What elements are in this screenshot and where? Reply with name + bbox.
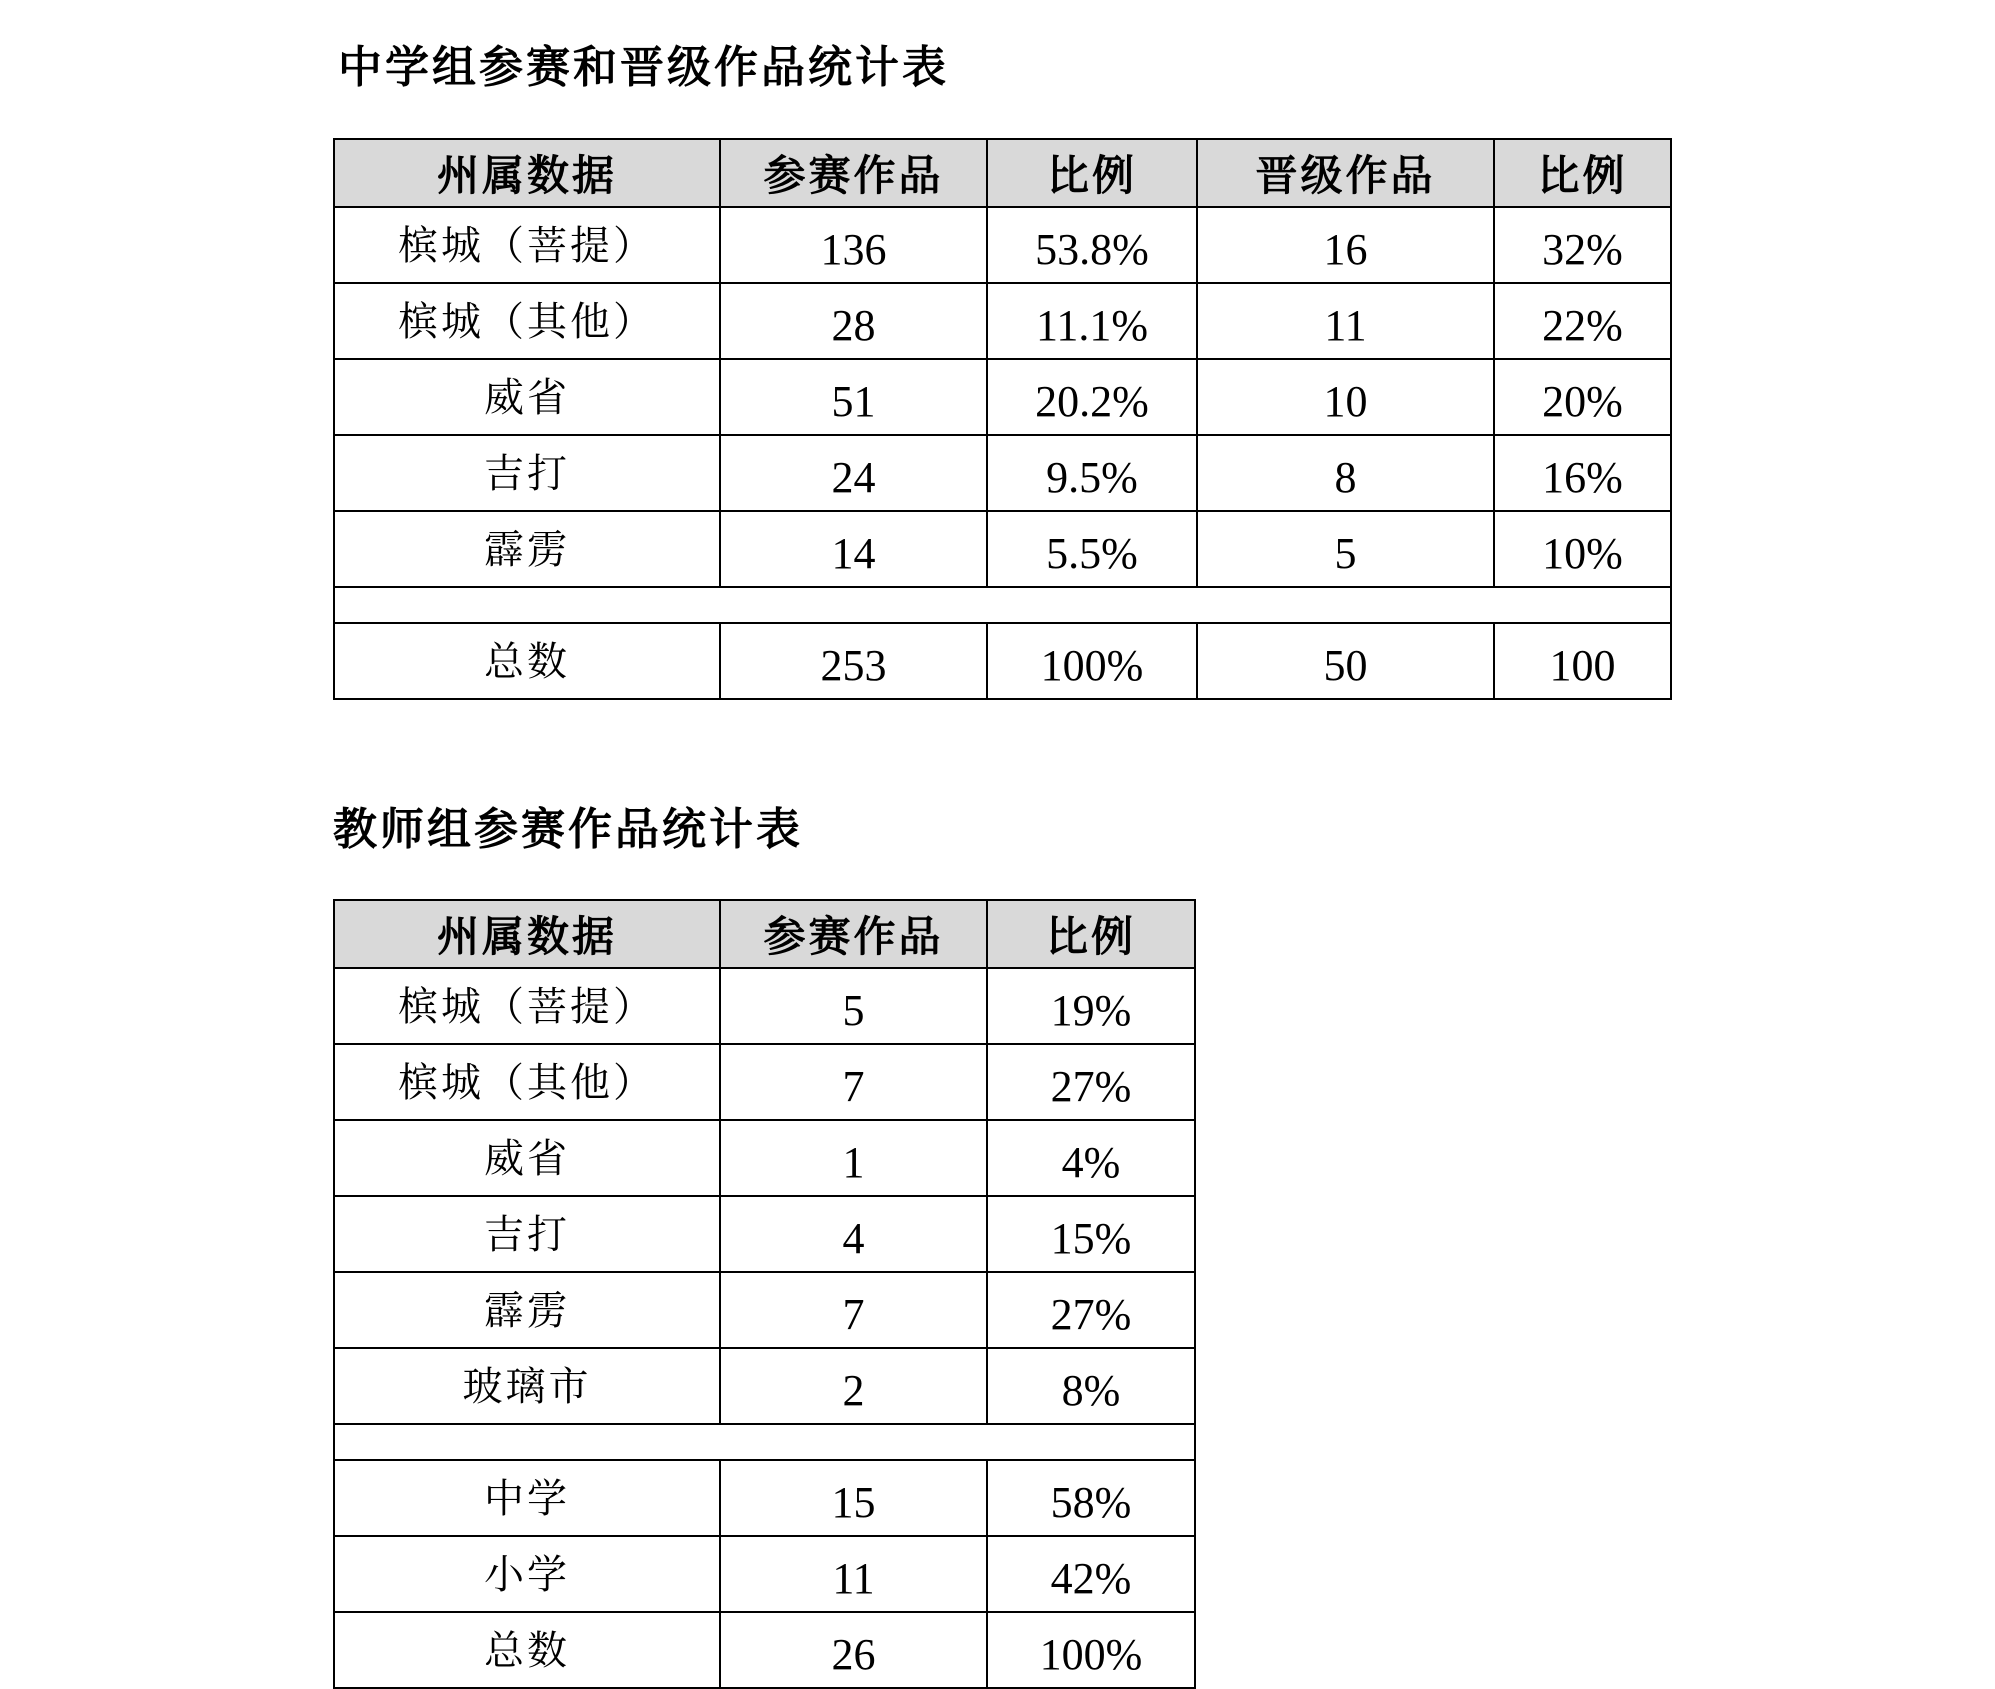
entries-ratio-cell: 11.1% xyxy=(987,283,1197,359)
table-row xyxy=(334,283,1671,359)
state-cell: 槟城（其他） xyxy=(334,1044,720,1120)
advanced-ratio-cell: 16% xyxy=(1494,435,1671,511)
advanced-ratio-cell: 22% xyxy=(1494,283,1671,359)
advanced-cell: 50 xyxy=(1197,623,1494,699)
entries-ratio-cell: 20.2% xyxy=(987,359,1197,435)
entries-cell: 7 xyxy=(720,1272,987,1348)
column-header: 参赛作品 xyxy=(720,900,987,968)
table-header-row xyxy=(334,139,1671,207)
state-cell: 玻璃市 xyxy=(334,1348,720,1424)
table-row xyxy=(334,1120,1195,1196)
spacer-row xyxy=(334,587,1671,623)
entries-cell: 5 xyxy=(720,968,987,1044)
advanced-cell: 5 xyxy=(1197,511,1494,587)
column-header: 州属数据 xyxy=(334,139,720,207)
entries-ratio-cell: 19% xyxy=(987,968,1195,1044)
table-header-row xyxy=(334,900,1195,968)
state-cell: 霹雳 xyxy=(334,511,720,587)
entries-ratio-cell: 9.5% xyxy=(987,435,1197,511)
state-cell: 吉打 xyxy=(334,435,720,511)
total-row xyxy=(334,623,1671,699)
entries-ratio-cell: 15% xyxy=(987,1196,1195,1272)
column-header: 比例 xyxy=(1494,139,1671,207)
spacer-row xyxy=(334,1424,1195,1460)
table-row xyxy=(334,1044,1195,1120)
state-cell: 槟城（菩提） xyxy=(334,207,720,283)
state-cell: 小学 xyxy=(334,1536,720,1612)
table-row xyxy=(334,1196,1195,1272)
advanced-ratio-cell: 20% xyxy=(1494,359,1671,435)
secondary-stats-table xyxy=(333,138,1672,700)
spacer-cell xyxy=(334,587,1671,623)
spacer-cell xyxy=(334,1424,1195,1460)
state-cell: 槟城（其他） xyxy=(334,283,720,359)
teacher-stats-table xyxy=(333,899,1196,1689)
advanced-ratio-cell: 10% xyxy=(1494,511,1671,587)
entries-ratio-cell: 100% xyxy=(987,623,1197,699)
state-cell: 威省 xyxy=(334,1120,720,1196)
state-cell: 霹雳 xyxy=(334,1272,720,1348)
entries-ratio-cell: 53.8% xyxy=(987,207,1197,283)
table-title: 教师组参赛作品统计表 xyxy=(333,804,803,855)
entries-ratio-cell: 4% xyxy=(987,1120,1195,1196)
entries-cell: 28 xyxy=(720,283,987,359)
entries-ratio-cell: 8% xyxy=(987,1348,1195,1424)
state-cell: 中学 xyxy=(334,1460,720,1536)
total-row xyxy=(334,1612,1195,1688)
state-cell: 总数 xyxy=(334,623,720,699)
entries-cell: 4 xyxy=(720,1196,987,1272)
entries-cell: 24 xyxy=(720,435,987,511)
entries-cell: 2 xyxy=(720,1348,987,1424)
advanced-cell: 8 xyxy=(1197,435,1494,511)
advanced-cell: 11 xyxy=(1197,283,1494,359)
table-row xyxy=(334,1272,1195,1348)
entries-cell: 26 xyxy=(720,1612,987,1688)
column-header: 晋级作品 xyxy=(1197,139,1494,207)
state-cell: 吉打 xyxy=(334,1196,720,1272)
entries-ratio-cell: 58% xyxy=(987,1460,1195,1536)
column-header: 州属数据 xyxy=(334,900,720,968)
column-header: 比例 xyxy=(987,139,1197,207)
table-row xyxy=(334,435,1671,511)
advanced-cell: 10 xyxy=(1197,359,1494,435)
entries-cell: 7 xyxy=(720,1044,987,1120)
entries-cell: 15 xyxy=(720,1460,987,1536)
summary-row xyxy=(334,1536,1195,1612)
table-row xyxy=(334,1348,1195,1424)
table-title: 中学组参赛和晋级作品统计表 xyxy=(338,42,949,93)
entries-ratio-cell: 5.5% xyxy=(987,511,1197,587)
entries-cell: 136 xyxy=(720,207,987,283)
state-cell: 威省 xyxy=(334,359,720,435)
entries-ratio-cell: 100% xyxy=(987,1612,1195,1688)
entries-ratio-cell: 27% xyxy=(987,1044,1195,1120)
entries-cell: 1 xyxy=(720,1120,987,1196)
table-row xyxy=(334,511,1671,587)
column-header: 参赛作品 xyxy=(720,139,987,207)
entries-cell: 11 xyxy=(720,1536,987,1612)
state-cell: 槟城（菩提） xyxy=(334,968,720,1044)
entries-ratio-cell: 42% xyxy=(987,1536,1195,1612)
entries-cell: 14 xyxy=(720,511,987,587)
entries-cell: 51 xyxy=(720,359,987,435)
advanced-cell: 16 xyxy=(1197,207,1494,283)
table-row xyxy=(334,359,1671,435)
entries-ratio-cell: 27% xyxy=(987,1272,1195,1348)
advanced-ratio-cell: 32% xyxy=(1494,207,1671,283)
entries-cell: 253 xyxy=(720,623,987,699)
table-row xyxy=(334,968,1195,1044)
column-header: 比例 xyxy=(987,900,1195,968)
summary-row xyxy=(334,1460,1195,1536)
table-row xyxy=(334,207,1671,283)
state-cell: 总数 xyxy=(334,1612,720,1688)
advanced-ratio-cell: 100 xyxy=(1494,623,1671,699)
